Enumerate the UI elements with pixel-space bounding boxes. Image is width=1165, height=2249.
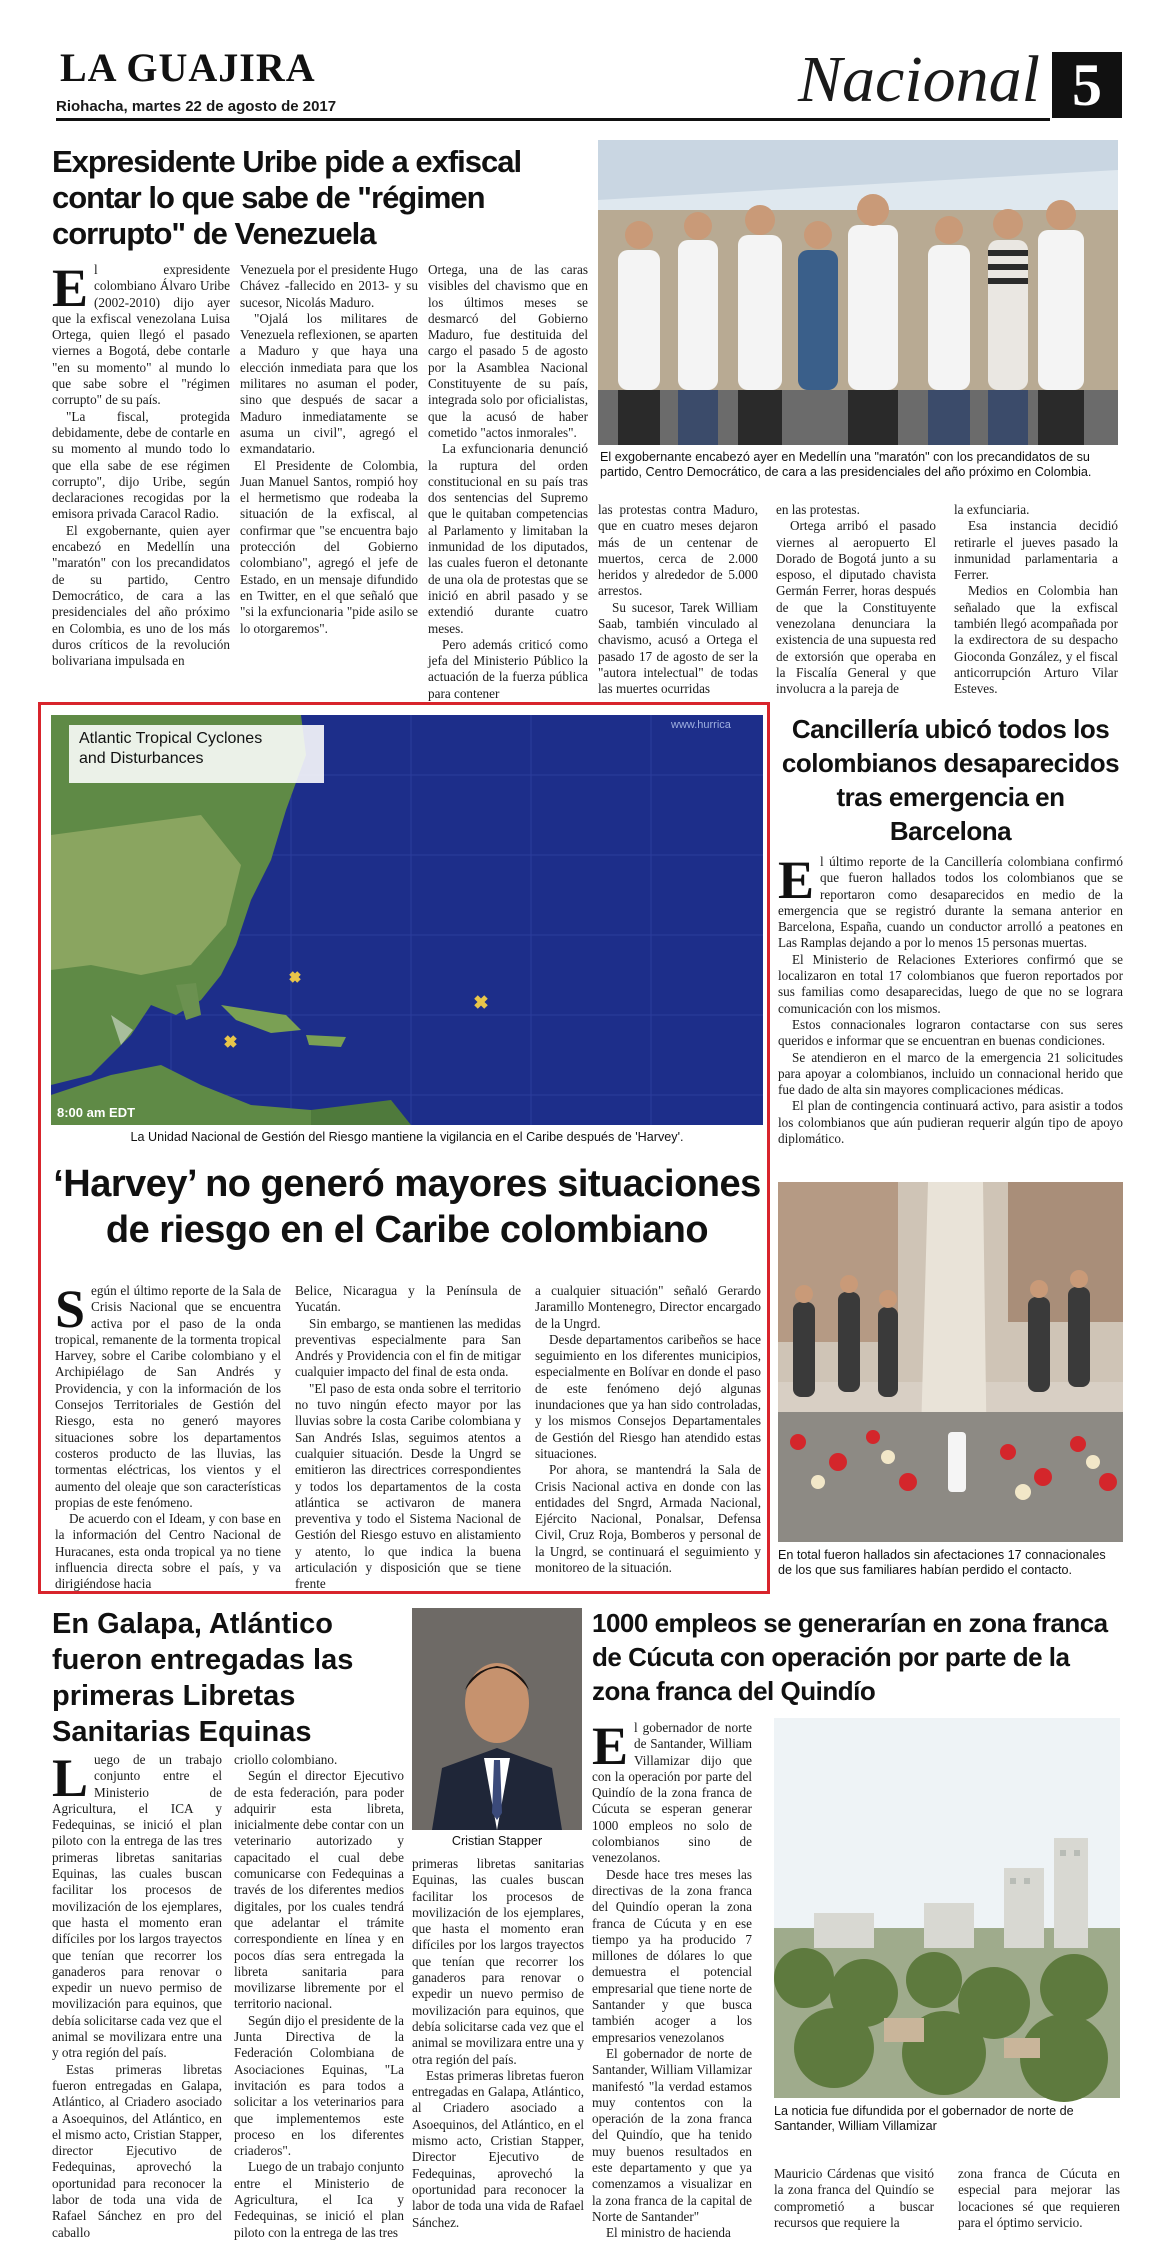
newspaper-logo: LA GUAJIRA <box>60 45 316 90</box>
column-1 <box>52 258 230 682</box>
column-6 <box>954 502 1118 697</box>
drop-cap: L <box>52 1748 89 1808</box>
article-uribe <box>0 130 1165 701</box>
city-photo <box>774 1718 1120 2098</box>
map-title-line-1: Atlantic Tropical Cyclones <box>79 730 263 747</box>
map-title-line-2: and Disturbances <box>79 750 204 767</box>
article-cancilleria <box>778 702 1123 1594</box>
article-empleos <box>592 1600 1132 2249</box>
paragraph: Sin embargo, se mantienen las medidas preventivas especialmente para San Andrés y Providencia con el fin de mitigar cualquier impacto del final de esta onda. <box>295 1315 521 1380</box>
drop-cap: E <box>778 850 815 910</box>
paragraph: Ortega, una de las caras visibles del chavismo que en los últimos meses se desmarcó del Gobierno Maduro, fue destituida del cargo el pasado 5 de agosto por la Asamblea Nacional Constituyente de su país, integrada solo por oficialistas, que la acusó de haber cometido "actos inmorales". <box>428 262 588 440</box>
paragraph: l gobernador de norte de Santander, William Villamizar dijo que con la operación por parte del Quindío de la zona franca de Cúcuta se esperan generar 1000 empleos no solo de colombianos sino de venezolanos. <box>592 1720 752 1866</box>
column-3 <box>535 1283 761 1583</box>
paragraph: Esa instancia decidió retirarle el jueves pasado la inmunidad parlamentaria a Ferrer. <box>954 518 1118 583</box>
photo-caption: El exgobernante encabezó ayer en Medellín una "maratón" con los precandidatos de su partido, Centro Democrático, de cara a las presidenciales del año próximo en Colombia. <box>600 450 1092 479</box>
paragraph: primeras libretas sanitarias Equinas, las cuales buscan facilitar los procesos de movilización de los ejemplares, que hasta el momento eran difíciles por los largos trayectos que tenían que recorrer los ganaderos para renovar o expedir un nuevo permiso de movilización para equinos, que debía solicitarse cada vez que el animal se movilizara entre una y otra región del país. <box>412 1856 584 2067</box>
paragraph: la exfunciaria. <box>954 502 1030 517</box>
paragraph: Su sucesor, Tarek William Saab, también vinculado al chavismo, acusó a Ortega el pasado 17 de agosto de ser la "autora intelectual" de todas las muertes ocurridas <box>598 599 758 697</box>
paragraph: El Ministerio de Relaciones Exteriores confirmó que se localizaron en total 17 colombianos que fueron reportados por sus familias como desaparecidas, luego de que no se lograra comunicación con los mismos. <box>778 951 1123 1016</box>
memorial-photo-illustration <box>778 1182 1123 1542</box>
paragraph: Venezuela por el presidente Hugo Chávez -fallecido en 2013- y su sucesor, Nicolás Maduro. <box>240 262 418 310</box>
column-1 <box>52 1748 222 2244</box>
paragraph: uego de un trabajo conjunto entre el Ministerio de Agricultura, el ICA y Fedequinas, se inició el plan piloto con la entrega de las tres primeras libretas sanitarias Equinas, las cuales buscan facilitar los procesos de movilización de los ejemplares, que hasta el momento eran difíciles por los largos trayectos que tenían que recorrer los ganaderos para renovar o expedir un nuevo permiso de movilización para equinos, que debía solicitarse cada vez que el animal se movilizara entre una y otra región del país. <box>52 1752 222 2061</box>
paragraph: "El paso de esta onda sobre el territorio no tuvo ningún efecto mayor por las lluvias sobre la costa Caribe colombiana y San Andrés Islas, seguimos atentos a cualquier situación. Desde la Ungrd se emitieron las directrices correspondientes y todos los departamentos de la costa atlántica se activaron de manera preventiva y todo el Sistema Nacional de Gestión del Riesgo estuvo en alistamiento y atento, lo que indica la buena articulación y disposición que se tiene frente <box>295 1380 521 1592</box>
page-number-box <box>1052 52 1122 118</box>
portrait-illustration <box>412 1608 582 1830</box>
paragraph: Pero además criticó como jefa del Ministerio Público la actuación de la fuerza pública para contener <box>428 636 588 701</box>
photo-caption: En total fueron hallados sin afectaciones 17 connacionales de los que sus familiares habían perdido el contacto. <box>778 1548 1106 1577</box>
paragraph: El plan de contingencia continuará activo, para asistir a todos los colombianos que aún pudieran requerir algún tipo de apoyo diplomático. <box>778 1098 1123 1147</box>
column-2 <box>234 1752 404 2244</box>
column-2 <box>295 1283 521 1592</box>
headline: ‘Harvey’ no generó mayores situaciones de riesgo en el Caribe colombiano <box>53 1163 761 1251</box>
map-watermark: www.hurrica <box>671 719 731 731</box>
paragraph: criollo colombiano. <box>234 1752 338 1767</box>
drop-cap: E <box>592 1716 629 1776</box>
headline: 1000 empleos se generarían en zona franca de Cúcuta con operación por parte de la zona franca del Quindío <box>592 1608 1108 1706</box>
paragraph: La exfuncionaria denunció la ruptura del orden constitucional en su país tras dos sentencias del Supremo que le quitaban competencias al Parlamento y limitaban la inmunidad de los diputados, las cuales fueron el detonante de una ola de protestas que se inició en abril pasado y se extendió durante cuatro meses. <box>428 441 588 636</box>
paragraph: "La fiscal, protegida debidamente, debe de contarle en su momento al mundo todo lo que ella sabe de ese régimen corrupto", dijo Uribe, según declaraciones recogidas por la emisora privada Caracol Radio. <box>52 408 230 522</box>
paragraph: egún el último reporte de la Sala de Crisis Nacional que se encuentra activa por el paso de la onda tropical, remanente de la tormenta tropical Harvey, sobre el Caribe colombiano y el Archipiélago de San Andrés y Providencia, y con la información de los Consejos Territoriales de Gestión del Riesgo, esta no generó mayores situaciones sobre los departamentos costeros producto de las lluvias, las tormentas eléctricas, los vientos y el aumento del oleaje que son características propias de este fenómeno. <box>55 1283 281 1510</box>
paragraph: Desde departamentos caribeños se hace seguimiento en los diferentes municipios, especialmente en Bolívar en donde el paso de este fenómeno dejó algunas inundaciones que ya han sido controladas, y los mismos Consejos Departamentales de Gestión del Riesgo han atendido estas situaciones. <box>535 1331 761 1461</box>
paragraph: Belice, Nicaragua y la Península de Yucatán. <box>295 1283 521 1315</box>
memorial-photo <box>778 1182 1123 1542</box>
paragraph: Según el director Ejecutivo de esta federación, para poder adquirir esta libreta, inicialmente debe contar con un veterinario autorizado y capacitado el cual debe comunicarse con Fedequinas a través de los diferentes medios digitales, por los cuales tendrá que adelantar el trámite correspondiente en línea y en pocos días sera entregada la libreta sanitaria para movilizarse libremente por el territorio nacional. <box>234 1768 404 2012</box>
paragraph: El gobernador de norte de Santander, William Villamizar manifestó "la verdad estamos muy contentos con la operación de la zona franca del Quindío, que ha tenido muy buenos resultados en este departamento y que ya comenzamos a visualizar en la zona franca de la capital de Norte de Santander" <box>592 2045 752 2224</box>
map-title <box>79 729 262 769</box>
masthead-rule <box>56 118 1050 121</box>
paragraph: Mauricio Cárdenas que visitó la zona franca del Quindío se comprometió a buscar recursos que requiere la <box>774 2166 934 2230</box>
section-title: Nacional <box>798 43 1040 116</box>
masthead <box>0 0 1165 130</box>
paragraph: en las protestas. <box>776 502 860 517</box>
paragraph: Medios en Colombia han señalado que la exfiscal también llegó acompañada por la exdirectora de su despacho Gioconda González, y el fiscal anticorrupción Arturo Vilar Esteves. <box>954 583 1118 697</box>
paragraph: Ortega arribó el pasado viernes al aeropuerto El Dorado de Bogotá junto a su esposo, el diputado chavista Germán Ferrer, horas después de que la Constituyente venezolana denunciara la existencia de una supuesta red de extorsión que operaba en la Fiscalía General y que involucra a la pareja de <box>776 518 936 697</box>
rally-photo-illustration <box>598 140 1118 445</box>
paragraph: l último reporte de la Cancillería colombiana confirmó que fueron hallados todos los colombianos que se reportaron como desaparecidos en medio de la emergencia que se registró durante la semana anterior en Barcelona, España, cuando un conductor arrolló a peatones en Las Ramplas dejando a por lo menos 15 personas muertas. <box>778 854 1123 951</box>
column-3 <box>428 262 588 701</box>
column-3 <box>412 1856 584 2244</box>
dateline: Riohacha, martes 22 de agosto de 2017 <box>56 98 337 115</box>
article-harvey <box>38 702 770 1594</box>
paragraph: Se atendieron en el marco de la emergencia 21 solicitudes para apoyar a colombianos, incluido un connacional herido que fue dado de alta sin mayores complicaciones médicas. <box>778 1049 1123 1098</box>
hurricane-map-illustration <box>51 715 763 1125</box>
body <box>778 850 1123 1174</box>
paragraph: "Ojalá los militares de Venezuela reflexionen, se aparten a Maduro y que haya una elección inmediata para que los militares no asuman el poder, sino que después de sacar a Maduro inmediatamente se asuma un civil", agregó el exmandatario. <box>240 310 418 457</box>
paragraph: El exgobernante, quien ayer encabezó en Medellín una "maratón" con los precandidatos de su partido, Centro Democrático, de cara a las presidenciales del año próximo en Colombia, es uno de los más duros críticos de la revolución bolivariana impulsada en <box>52 522 230 669</box>
column-5 <box>776 502 936 697</box>
paragraph: Estas primeras libretas fueron entregadas en Galapa, Atlántico, al Criadero asociado a Asoequinos, del Atlántico, en el mismo acto, Cristian Stapper, director Ejecutivo de Fedequinas, aprovechó la oportunidad para reconocer la labor de toda una vida de Rafael Sánchez en pro del caballo <box>52 2061 222 2240</box>
headline: En Galapa, Atlántico fueron entregadas las primeras Libretas Sanitarias Equinas <box>52 1608 354 1748</box>
map-caption: La Unidad Nacional de Gestión del Riesgo mantiene la vigilancia en el Caribe después de 'Harvey'. <box>130 1130 684 1144</box>
column-2 <box>240 262 418 682</box>
paragraph: a cualquier situación" señaló Gerardo Jaramillo Montenegro, Director encargado de la Ungrd. <box>535 1283 761 1331</box>
hurricane-map <box>51 715 763 1125</box>
page-number: 5 <box>1072 52 1102 118</box>
portrait-photo <box>412 1608 582 1830</box>
paragraph: Por ahora, se mantendrá la Sala de Crisis Nacional activa en donde con las entidades del Sngrd, Armada Nacional, Ejército Nacional, Ponalsar, Defensa Civil, Cruz Roja, Bomberos y personal de la Ungrd, se continuará el seguimiento y monitoreo de la situación. <box>535 1462 761 1576</box>
rally-photo <box>598 140 1118 445</box>
column-3 <box>958 2166 1120 2244</box>
map-timestamp: 8:00 am EDT <box>57 1105 136 1120</box>
photo-caption: Cristian Stapper <box>451 1834 543 1848</box>
city-illustration <box>774 1718 1120 2098</box>
paragraph: Estas primeras libretas fueron entregadas en Galapa, Atlántico, al Criadero asociado a Asoequinos, del Atlántico, en el mismo acto, Cristian Stapper, Director Ejecutivo de Fedequinas, aprovechó la oportunidad para reconocer la labor de toda una vida de Rafael Sánchez. <box>412 2067 584 2230</box>
paragraph: Desde hace tres meses las directivas de la zona franca del Quindío operan la zona franca de Cúcuta y en ese tiempo ya ha producido 7 millones de dólares lo que demuestra el potencial empresarial que tiene norte de Santander y que busca también acoger a los empresarios venezolanos <box>592 1866 752 2045</box>
column-2 <box>774 2166 934 2244</box>
column-1 <box>55 1279 281 1592</box>
photo-caption: La noticia fue difundida por el gobernador de norte de Santander, William Villamizar <box>774 2104 1074 2133</box>
paragraph: l expresidente colombiano Álvaro Uribe (2002-2010) dijo ayer que la exfiscal venezolana Luisa Ortega, quien llegó el pasado viernes a Bogotá, debe contarle "en su momento" al mundo lo que sabe sobre el "régimen corrupto" de su país. <box>52 262 230 408</box>
paragraph: Luego de un trabajo conjunto entre el Ministerio de Agricultura, el Ica y Fedequinas, se inició el plan piloto con la entrega de las tres <box>234 2159 404 2240</box>
drop-cap: S <box>55 1279 86 1339</box>
column-4 <box>598 502 758 697</box>
article-galapa <box>0 1600 590 2249</box>
paragraph: El ministro de hacienda <box>606 2225 731 2241</box>
paragraph: De acuerdo con el Ideam, y con base en la información del Centro Nacional de Huracanes, esta onda tropical ya no tiene influencia directa sobre el país, y va dirigiéndose hacia <box>55 1511 281 1592</box>
drop-cap: E <box>52 258 89 318</box>
paragraph: Estos connacionales lograron contactarse con sus seres queridos e informar que se encuentran en buenas condiciones. <box>778 1016 1123 1049</box>
paragraph: zona franca de Cúcuta en especial para mejorar las locaciones sé que requieren para el óptimo servicio. <box>958 2166 1120 2230</box>
paragraph: El Presidente de Colombia, Juan Manuel Santos, rompió hoy el hermetismo que rodeaba la situación de la exfiscal, al confirmar que "se encuentra bajo protección del Gobierno colombiano", agregó el jefe de Estado, en un mensaje difundido en Twitter, en el que señaló que "si la exfuncionaria "pide asilo se lo otorgaremos". <box>240 457 418 636</box>
headline: Cancillería ubicó todos los colombianos desaparecidos tras emergencia en Barcelona <box>781 714 1120 846</box>
column-1 <box>592 1716 752 2244</box>
paragraph: Según dijo el presidente de la Junta Directiva de la Federación Colombiana de Asociaciones Equinas, "La invitación es para todos a solicitar a los veterinarios para que implementemos este proceso en los diferentes criaderos". <box>234 2012 404 2159</box>
headline: Expresidente Uribe pide a exfiscal contar lo que sabe de "régimen corrupto" de Venezuela <box>52 144 522 251</box>
paragraph: las protestas contra Maduro, que en cuatro meses dejaron más de un centenar de muertos, cerca de 2.000 heridos y alrededor de 5.000 arrestos. <box>598 502 758 599</box>
